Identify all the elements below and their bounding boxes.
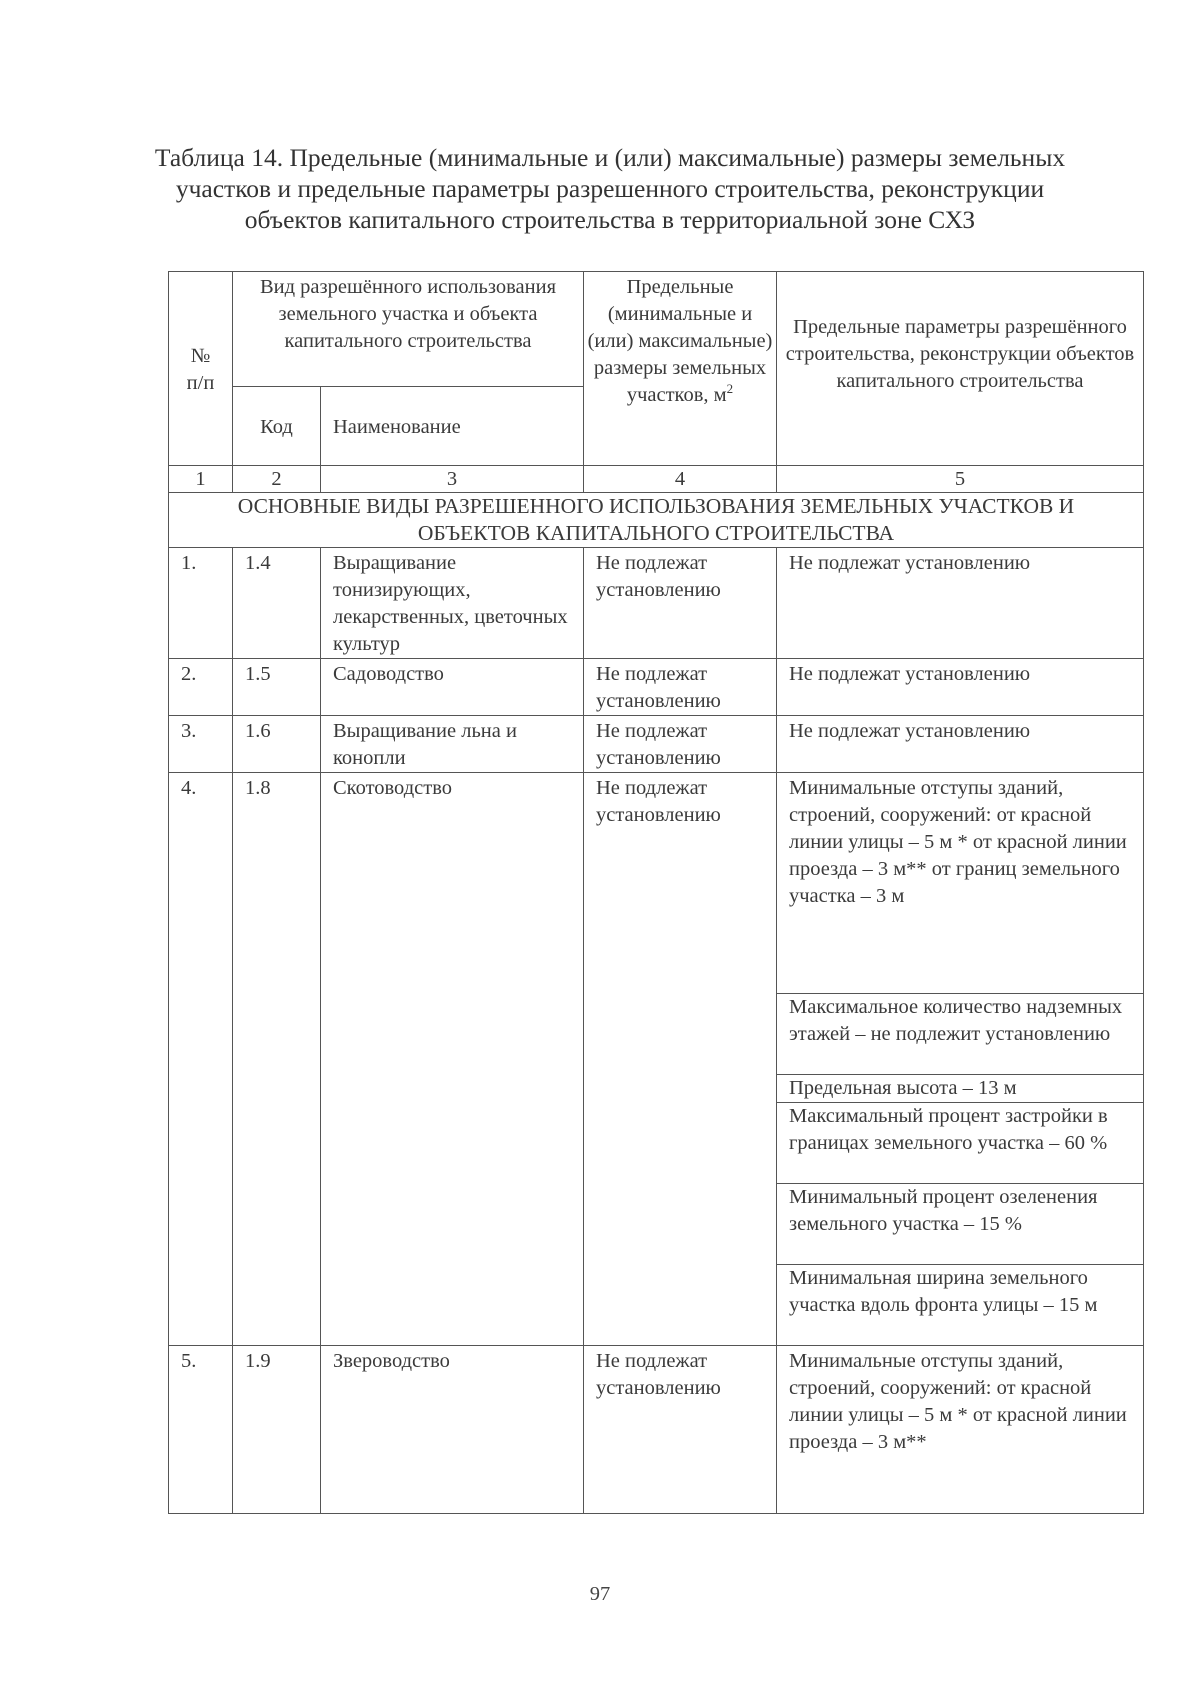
row-code: 1.8 — [233, 773, 321, 1346]
section-row — [169, 493, 1144, 548]
row-param-width: Минимальная ширина земельного участка вдоль фронта улицы – 15 м — [777, 1265, 1144, 1346]
header-params: Предельные параметры разрешённого строительства, реконструкции объектов капитального строительства — [777, 272, 1144, 466]
row-size: Не подлежат установлению — [584, 659, 777, 716]
row-param-coverage: Максимальный процент застройки в границах земельного участка – 60 % — [777, 1103, 1144, 1184]
header-num: № п/п — [169, 272, 233, 466]
row-number: 5. — [169, 1346, 233, 1514]
row-name: Выращивание льна и конопли — [321, 716, 584, 773]
row-size: Не подлежат установлению — [584, 716, 777, 773]
table-row — [169, 1346, 1144, 1514]
col-number: 1 — [169, 466, 233, 493]
table-row — [169, 659, 1144, 716]
row-code: 1.9 — [233, 1346, 321, 1514]
section-title: ОСНОВНЫЕ ВИДЫ РАЗРЕШЕННОГО ИСПОЛЬЗОВАНИЯ ЗЕМЕЛЬНЫХ УЧАСТКОВ И ОБЪЕКТОВ КАПИТАЛЬНОГО СТРОИТЕЛЬСТВА — [169, 493, 1144, 548]
column-numbers-row — [169, 466, 1144, 493]
header-row — [169, 272, 1144, 387]
row-name: Звероводство — [321, 1346, 584, 1514]
row-code: 1.6 — [233, 716, 321, 773]
table-row — [169, 716, 1144, 773]
row-size: Не подлежат установлению — [584, 1346, 777, 1514]
row-code: 1.5 — [233, 659, 321, 716]
row-size: Не подлежат установлению — [584, 773, 777, 1346]
row-number: 2. — [169, 659, 233, 716]
row-name: Выращивание тонизирующих, лекарственных, цветочных культур — [321, 548, 584, 659]
header-code: Код — [233, 387, 321, 466]
header-use-kind: Вид разрешённого использования земельного участка и объекта капитального строительства — [233, 272, 584, 387]
row-number: 1. — [169, 548, 233, 659]
row-param-setbacks: Минимальные отступы зданий, строений, сооружений: от красной линии улицы – 5 м * от красной линии проезда – 3 м** от границ земельного участка – 3 м — [777, 773, 1144, 994]
row-number: 3. — [169, 716, 233, 773]
header-name: Наименование — [321, 387, 584, 466]
parameters-table — [168, 271, 1144, 1514]
table-row — [169, 548, 1144, 659]
page-number: 97 — [589, 1583, 611, 1605]
row-param-greenery: Минимальный процент озеленения земельного участка – 15 % — [777, 1184, 1144, 1265]
row-params: Не подлежат установлению — [777, 659, 1144, 716]
header-sizes: Предельные (минимальные и (или) максимальные) размеры земельных участков, $м^2$ — [584, 272, 777, 466]
row-code: 1.4 — [233, 548, 321, 659]
row-param-height: Предельная высота – 13 м — [777, 1075, 1144, 1103]
row-params: Не подлежат установлению — [777, 716, 1144, 773]
row-name: Скотоводство — [321, 773, 584, 1346]
table-row — [169, 773, 1144, 994]
col-number: 2 — [233, 466, 321, 493]
col-number: 5 — [777, 466, 1144, 493]
row-param-floors: Максимальное количество надземных этажей – не подлежит установлению — [777, 994, 1144, 1075]
row-size: Не подлежат установлению — [584, 548, 777, 659]
row-params: Не подлежат установлению — [777, 548, 1144, 659]
row-name: Садоводство — [321, 659, 584, 716]
row-param-setbacks: Минимальные отступы зданий, строений, сооружений: от красной линии улицы – 5 м * от красной линии проезда – 3 м** — [777, 1346, 1144, 1514]
col-number: 3 — [321, 466, 584, 493]
table-title: Таблица 14. Предельные (минимальные и (или) максимальные) размеры земельных участков и предельные параметры разрешенного строительства, реконструкции объектов капитального строительства в территориальной зоне СХЗ — [154, 143, 1066, 234]
row-number: 4. — [169, 773, 233, 1346]
col-number: 4 — [584, 466, 777, 493]
